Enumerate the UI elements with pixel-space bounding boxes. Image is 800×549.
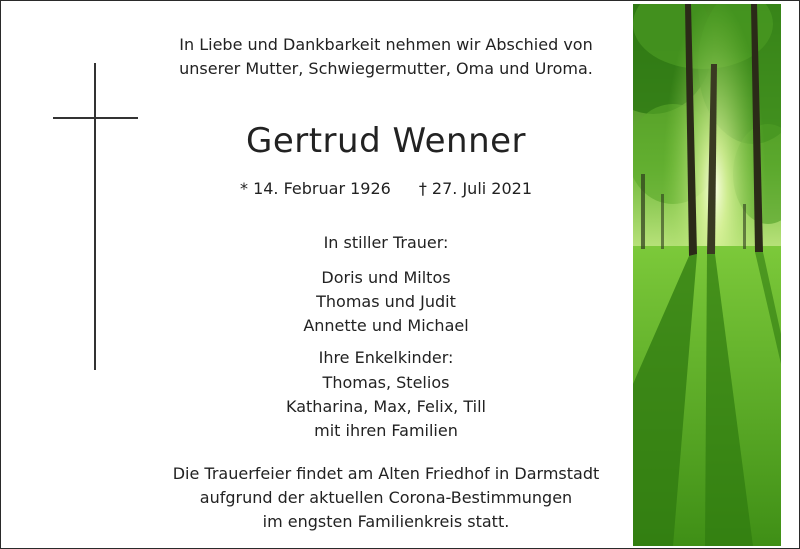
mourners-heading: In stiller Trauer: — [323, 233, 449, 252]
ceremony-line: aufgrund der aktuellen Corona-Bestimmungen — [199, 488, 573, 507]
ceremony-info — [141, 462, 631, 534]
intro-text — [141, 33, 631, 81]
family-list — [141, 266, 631, 338]
grandchildren-heading: Ihre Enkelkinder: — [318, 348, 454, 367]
grandchildren-list — [141, 371, 631, 443]
family-member: Thomas und Judit — [316, 292, 456, 311]
intro-line: In Liebe und Dankbarkeit nehmen wir Abschied von — [179, 35, 593, 54]
family-member: Annette und Michael — [303, 316, 469, 335]
life-dates — [141, 177, 631, 201]
deceased-name: Gertrud Wenner — [245, 121, 527, 161]
cross-vertical-bar — [94, 63, 96, 370]
cross-horizontal-bar — [53, 117, 138, 119]
grandchildren-line: Thomas, Stelios — [322, 373, 450, 392]
family-member: Doris und Miltos — [321, 268, 451, 287]
park-trees-image — [633, 4, 781, 546]
grandchildren-line: mit ihren Familien — [314, 421, 458, 440]
ceremony-line: im engsten Familienkreis statt. — [262, 512, 510, 531]
grandchildren-line: Katharina, Max, Felix, Till — [286, 397, 486, 416]
death-date: † 27. Juli 2021 — [418, 179, 533, 198]
birth-date: * 14. Februar 1926 — [239, 179, 391, 198]
intro-line: unserer Mutter, Schwiegermutter, Oma und Uroma. — [179, 59, 593, 78]
ceremony-line: Die Trauerfeier findet am Alten Friedhof in Darmstadt — [172, 464, 600, 483]
